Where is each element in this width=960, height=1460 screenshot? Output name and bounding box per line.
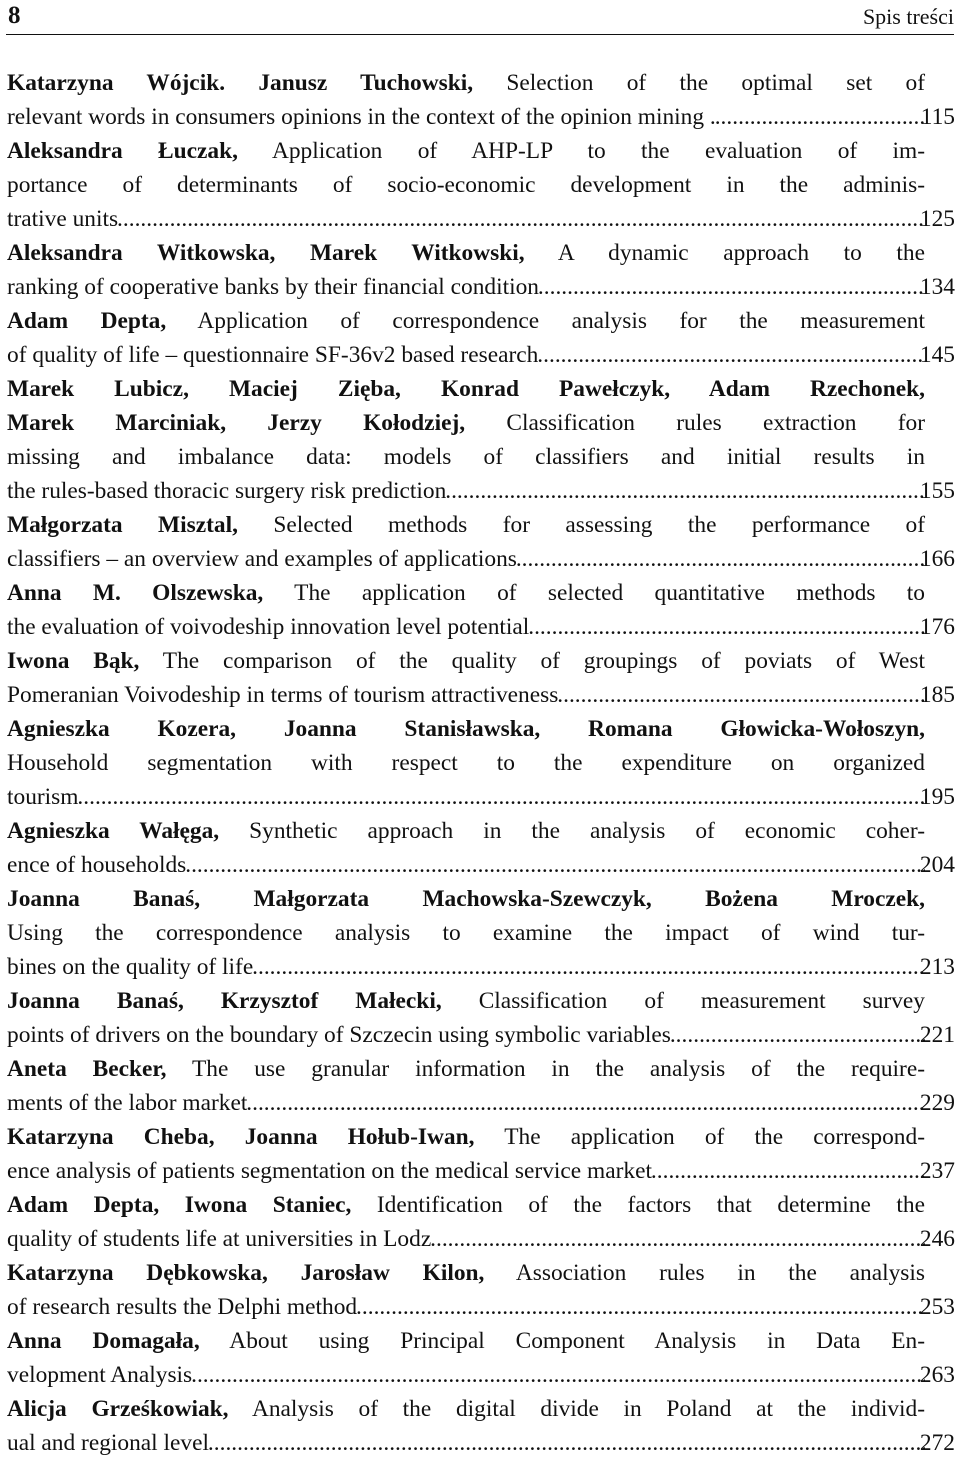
toc-title-text: relevant words in consumers opinions in the context of the opinion mining .	[7, 104, 716, 130]
toc-title-text: ence of households	[7, 852, 187, 878]
dot-leader	[192, 1358, 925, 1392]
toc-line-text	[7, 648, 925, 674]
toc-line-text	[7, 308, 925, 334]
toc-authors: Katarzyna Wójcik. Janusz Tuchowski,	[7, 70, 474, 96]
toc-title-text: Household segmentation with respect to the expenditure on organized	[7, 750, 925, 776]
page-number: 8	[8, 2, 21, 29]
dot-leader	[529, 610, 925, 644]
dot-leader	[652, 1154, 925, 1188]
toc-line	[7, 1222, 925, 1256]
toc-line	[7, 202, 925, 236]
toc-page-number: 185	[919, 682, 955, 708]
toc-line	[7, 882, 925, 916]
toc-line	[7, 474, 925, 508]
toc-title-text: Analysis of the digital divide in Poland at the individ-	[228, 1396, 925, 1422]
toc-authors: Katarzyna Dębkowska, Jarosław Kilon,	[7, 1260, 485, 1286]
toc-line	[7, 542, 925, 576]
toc-line-text	[7, 1154, 652, 1188]
toc-line-text	[7, 512, 925, 538]
toc-page-number: 166	[919, 546, 955, 572]
toc-line-text	[7, 376, 925, 402]
toc-line	[7, 236, 926, 270]
toc-title-text: Classification of measurement survey	[441, 988, 925, 1014]
toc-line-text	[7, 716, 925, 742]
toc-line	[7, 134, 925, 168]
toc-title-text: of quality of life – questionnaire SF-36v2 based research	[7, 342, 539, 368]
toc-line-text	[7, 410, 925, 436]
toc-line	[7, 848, 925, 882]
toc-page-number: 253	[919, 1294, 955, 1320]
toc-line	[7, 304, 925, 338]
toc-line	[7, 950, 925, 984]
toc-line	[7, 406, 925, 440]
toc-page-number: 246	[919, 1226, 955, 1252]
dot-leader	[253, 950, 925, 984]
toc-entry[interactable]	[7, 236, 955, 304]
toc-title-text: tourism	[7, 784, 79, 810]
toc-authors: Aneta Becker,	[7, 1056, 167, 1082]
toc-line-text	[7, 100, 716, 134]
toc-authors: Joanna Banaś, Krzysztof Małecki,	[7, 988, 442, 1014]
toc-line	[7, 66, 926, 100]
toc-title-text: Using the correspondence analysis to examine the impact of wind tur-	[7, 920, 925, 946]
toc-page-number: 229	[919, 1090, 955, 1116]
toc-line-text	[7, 580, 925, 606]
toc-page-number: 115	[920, 104, 955, 130]
toc-entry[interactable]	[7, 508, 955, 576]
toc-line	[7, 916, 925, 950]
toc-authors: Agnieszka Kozera, Joanna Stanisławska, Romana Głowicka-Wołoszyn,	[7, 716, 925, 742]
toc-entry-text	[7, 508, 925, 576]
toc-title-text: of research results the Delphi method	[7, 1294, 358, 1320]
toc-entry[interactable]	[7, 1256, 955, 1324]
toc-line-text	[7, 240, 925, 266]
toc-authors: Marek Marciniak, Jerzy Kołodziej,	[7, 410, 466, 436]
toc-line-text	[7, 1018, 671, 1052]
running-title: Spis treści	[862, 4, 954, 29]
toc-entry[interactable]	[7, 372, 955, 508]
toc-entry[interactable]	[7, 882, 955, 984]
toc-line	[7, 508, 925, 542]
toc-page-number: 272	[919, 1430, 955, 1456]
toc-line-text	[7, 202, 119, 236]
toc-line-text	[7, 1328, 925, 1354]
toc-entry[interactable]	[7, 576, 955, 644]
toc-line-text	[7, 172, 925, 198]
toc-entry-text	[7, 1392, 925, 1460]
dot-leader	[118, 202, 925, 236]
toc-line	[7, 1392, 925, 1426]
toc-authors: Anna Domagała,	[7, 1328, 200, 1354]
toc-entry[interactable]	[7, 66, 955, 134]
toc-entry[interactable]	[7, 1120, 955, 1188]
toc-line-text	[7, 988, 925, 1014]
toc-entry[interactable]	[7, 1392, 955, 1460]
dot-leader	[558, 678, 925, 712]
toc-line-text	[7, 750, 925, 776]
toc-line-text	[7, 1426, 209, 1460]
toc-line	[7, 1426, 925, 1460]
toc-title-text: Selection of the optimal set of	[473, 70, 926, 96]
toc-line	[7, 1086, 925, 1120]
toc-line	[7, 984, 925, 1018]
toc-line-text	[7, 780, 79, 814]
dot-leader	[446, 474, 925, 508]
toc-line	[7, 814, 925, 848]
toc-authors: Anna M. Olszewska,	[7, 580, 264, 606]
toc-title-text: ence analysis of patients segmentation on the medical service market	[7, 1158, 652, 1184]
toc-line-text	[7, 270, 539, 304]
toc-line-text	[7, 610, 530, 644]
toc-title-text: About using Principal Component Analysis in Data En-	[199, 1328, 926, 1354]
toc-page-number: 237	[919, 1158, 955, 1184]
toc-line	[7, 1154, 925, 1188]
toc-title-text: Pomeranian Voivodeship in terms of tourism attractiveness	[7, 682, 559, 708]
toc-line-text	[7, 1222, 432, 1256]
dot-leader	[517, 542, 925, 576]
toc-title-text: The comparison of the quality of groupings of poviats of West	[139, 648, 925, 674]
toc-line-text	[7, 1260, 925, 1286]
toc-authors: Katarzyna Cheba, Joanna Hołub-Iwan,	[7, 1124, 475, 1150]
toc-entry[interactable]	[7, 304, 955, 372]
toc-entry-text	[7, 984, 925, 1052]
toc-title-text: trative units	[7, 206, 119, 232]
toc-title-text: the evaluation of voivodeship innovation level potential	[7, 614, 530, 640]
toc-entry[interactable]	[7, 1324, 955, 1392]
toc-title-text: The application of selected quantitative methods to	[263, 580, 925, 606]
toc-authors: Iwona Bąk,	[7, 648, 140, 674]
toc-page-number: 125	[919, 206, 955, 232]
toc-entry[interactable]	[7, 984, 955, 1052]
toc-title-text: The use granular information in the analysis of the require-	[166, 1056, 926, 1082]
toc-title-text: Identification of the factors that determine the	[351, 1192, 925, 1218]
toc-line	[7, 678, 925, 712]
toc-line-text	[7, 848, 187, 882]
toc-authors: Aleksandra Łuczak,	[7, 138, 238, 164]
toc-page-number: 155	[919, 478, 955, 504]
toc-line-text	[7, 950, 254, 984]
dot-leader	[357, 1290, 925, 1324]
toc-entry-text	[7, 372, 925, 508]
dot-leader	[671, 1018, 925, 1052]
toc-title-text: velopment Analysis	[7, 1362, 193, 1388]
toc-line-text	[7, 444, 925, 470]
toc-line-text	[7, 1396, 925, 1422]
toc-authors: Małgorzata Misztal,	[7, 512, 238, 538]
dot-leader	[538, 338, 925, 372]
toc-title-text: points of drivers on the boundary of Szczecin using symbolic variables	[7, 1022, 671, 1048]
toc-line	[7, 644, 925, 678]
toc-line-text	[7, 1124, 925, 1150]
toc-line	[7, 712, 925, 746]
toc-authors: Alicja Grześkowiak,	[7, 1396, 229, 1422]
toc-entry-text	[7, 134, 925, 236]
toc-line-text	[7, 920, 925, 946]
toc-entry-text	[7, 576, 925, 644]
toc-line-text	[7, 1056, 925, 1082]
header-rule	[6, 34, 954, 35]
toc-line-text	[7, 1290, 358, 1324]
toc-entry-text	[7, 644, 925, 712]
toc-line	[7, 1256, 925, 1290]
toc-title-text: ments of the labor market	[7, 1090, 248, 1116]
toc-authors: Marek Lubicz, Maciej Zięba, Konrad Pawełczyk, Adam Rzechonek,	[7, 376, 925, 402]
page-header	[4, 2, 954, 32]
toc-title-text: Application of correspondence analysis for the measurement	[166, 308, 925, 334]
toc-title-text: the rules-based thoracic surgery risk prediction	[7, 478, 447, 504]
toc-entry-text	[7, 236, 925, 304]
toc-page-number: 176	[919, 614, 955, 640]
toc-line	[7, 1120, 925, 1154]
toc-line	[7, 1324, 926, 1358]
toc-line	[7, 168, 925, 202]
toc-line-text	[7, 1358, 193, 1392]
toc-entry-text	[7, 712, 925, 814]
dot-leader	[716, 100, 925, 134]
toc-line-text	[7, 1192, 925, 1218]
toc-authors: Adam Depta, Iwona Staniec,	[7, 1192, 352, 1218]
toc-line	[7, 270, 925, 304]
toc-page-number: 213	[919, 954, 955, 980]
toc-title-text: Synthetic approach in the analysis of economic coher-	[219, 818, 925, 844]
dot-leader	[247, 1086, 925, 1120]
toc-title-text: ual and regional level	[7, 1430, 209, 1456]
toc-title-text: portance of determinants of socio-economic development in the adminis-	[7, 172, 925, 198]
toc-line-text	[7, 678, 559, 712]
toc-authors: Adam Depta,	[7, 308, 167, 334]
dot-leader	[539, 270, 925, 304]
toc-title-text: classifiers – an overview and examples of applications	[7, 546, 517, 572]
toc-entry-text	[7, 1120, 925, 1188]
toc-line	[7, 746, 925, 780]
toc-line	[7, 610, 925, 644]
dot-leader	[209, 1426, 925, 1460]
toc-entry[interactable]	[7, 814, 955, 882]
toc-line-text	[7, 474, 447, 508]
toc-line	[7, 576, 925, 610]
dot-leader	[78, 780, 925, 814]
toc-entry[interactable]	[7, 1188, 955, 1256]
toc-entry-text	[7, 882, 925, 984]
toc-entry[interactable]	[7, 712, 955, 814]
toc-entry[interactable]	[7, 644, 955, 712]
toc-authors: Joanna Banaś, Małgorzata Machowska-Szewczyk, Bożena Mroczek,	[7, 886, 925, 912]
toc-title-text: A dynamic approach to the	[524, 240, 926, 266]
toc-line	[7, 1358, 925, 1392]
toc-title-text: Association rules in the analysis	[484, 1260, 925, 1286]
toc-line-text	[7, 886, 925, 912]
toc-line-text	[7, 70, 925, 96]
toc-line-text	[7, 138, 925, 164]
toc-line	[7, 338, 925, 372]
toc-title-text: ranking of cooperative banks by their financial condition	[7, 274, 539, 300]
toc-line	[7, 440, 925, 474]
dot-leader	[431, 1222, 925, 1256]
table-of-contents	[7, 66, 955, 1460]
toc-authors: Aleksandra Witkowska, Marek Witkowski,	[7, 240, 525, 266]
toc-entry-text	[7, 1052, 925, 1120]
toc-title-text: missing and imbalance data: models of classifiers and initial results in	[7, 444, 925, 470]
toc-title-text: quality of students life at universities in Lodz	[7, 1226, 432, 1252]
toc-line-text	[7, 542, 517, 576]
dot-leader	[186, 848, 925, 882]
toc-line	[7, 1290, 925, 1324]
toc-page-number: 204	[919, 852, 955, 878]
toc-line	[7, 1188, 925, 1222]
toc-page-number: 263	[919, 1362, 955, 1388]
toc-line	[7, 780, 925, 814]
toc-line-text	[7, 818, 925, 844]
toc-page-number: 134	[919, 274, 955, 300]
toc-page-number: 145	[919, 342, 955, 368]
toc-entry-text	[7, 304, 925, 372]
toc-entry-text	[7, 1324, 925, 1392]
toc-title-text: Application of AHP-LP to the evaluation of im-	[237, 138, 925, 164]
toc-entry-text	[7, 1256, 925, 1324]
toc-line	[7, 1052, 926, 1086]
toc-title-text: Classification rules extraction for	[465, 410, 925, 436]
toc-page-number: 221	[919, 1022, 955, 1048]
toc-title-text: The application of the correspond-	[474, 1124, 925, 1150]
toc-entry-text	[7, 1188, 925, 1256]
toc-authors: Agnieszka Wałęga,	[7, 818, 220, 844]
toc-entry[interactable]	[7, 134, 955, 236]
toc-entry[interactable]	[7, 1052, 955, 1120]
toc-entry-text	[7, 66, 925, 134]
toc-line	[7, 372, 925, 406]
toc-line-text	[7, 1086, 248, 1120]
toc-page-number: 195	[919, 784, 955, 810]
toc-line	[7, 100, 925, 134]
toc-line	[7, 1018, 925, 1052]
toc-title-text: bines on the quality of life	[7, 954, 254, 980]
toc-entry-text	[7, 814, 925, 882]
toc-line-text	[7, 338, 539, 372]
toc-title-text: Selected methods for assessing the performance of	[237, 512, 925, 538]
